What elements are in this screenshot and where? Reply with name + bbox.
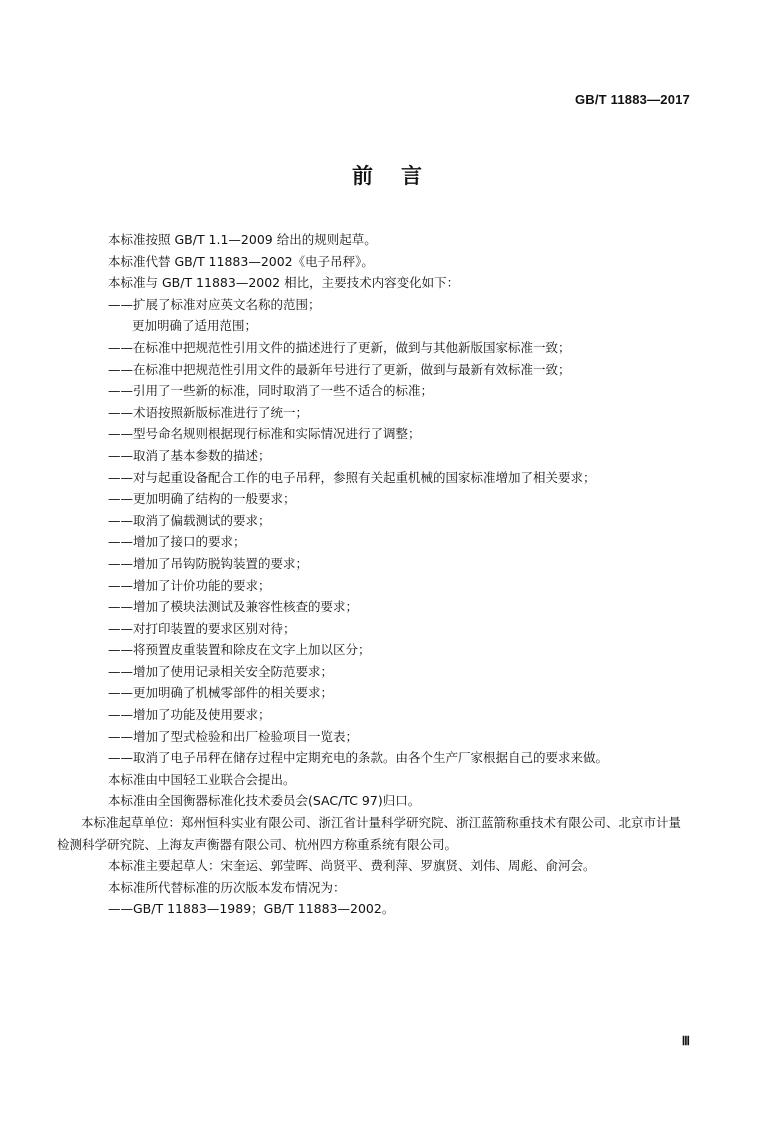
- change-item: ——增加了功能及使用要求；: [108, 707, 271, 723]
- change-item: ——增加了计价功能的要求；: [108, 577, 271, 593]
- page-number: Ⅲ: [681, 1034, 690, 1048]
- paragraph-changes-intro: 本标准与 GB/T 11883—2002 相比，主要技术内容变化如下：: [108, 275, 460, 291]
- paragraph-history-intro: 本标准所代替标准的历次版本发布情况为：: [108, 879, 346, 895]
- paragraph-proposer: 本标准由中国轻工业联合会提出。: [108, 771, 296, 787]
- change-item: ——术语按照新版标准进行了统一；: [108, 404, 309, 420]
- page-title: 前言: [352, 164, 450, 188]
- foreword-body: [57, 229, 690, 920]
- change-item: ——增加了使用记录相关安全防范要求；: [108, 663, 334, 679]
- paragraph-drafters: 本标准主要起草人：宋奎运、郭莹晖、尚贤平、费利萍、罗旗贤、刘伟、周彪、俞河会。: [108, 858, 596, 874]
- change-item: ——增加了模块法测试及兼容性核查的要求；: [108, 599, 359, 615]
- change-item: ——取消了基本参数的描述；: [108, 447, 271, 463]
- change-item: ——对与起重设备配合工作的电子吊秤，参照有关起重机械的国家标准增加了相关要求；: [108, 469, 596, 485]
- paragraph-drafting-units: 本标准起草单位：郑州恒科实业有限公司、浙江省计量科学研究院、浙江蓝箭称重技术有限公司、北京市计量检测科学研究院、上海友声衡器有限公司、杭州四方称重系统有限公司。: [57, 815, 682, 852]
- change-item: ——引用了一些新的标准，同时取消了一些不适合的标准；: [108, 383, 434, 399]
- change-item: ——取消了偏载测试的要求；: [108, 512, 271, 528]
- history-item: ——GB/T 11883—1989；GB/T 11883—2002。: [108, 901, 395, 917]
- change-item: ——更加明确了结构的一般要求；: [108, 491, 296, 507]
- change-item: ——将预置皮重装置和除皮在文字上加以区分；: [108, 642, 371, 658]
- change-item: ——增加了型式检验和出厂检验项目一览表；: [108, 728, 359, 744]
- change-item: ——型号命名规则根据现行标准和实际情况进行了调整；: [108, 426, 421, 442]
- change-item: ——更加明确了机械零部件的相关要求；: [108, 685, 334, 701]
- change-item: ——增加了吊钩防脱钩装置的要求；: [108, 555, 309, 571]
- paragraph-replaces: 本标准代替 GB/T 11883—2002《电子吊秤》。: [108, 253, 374, 269]
- standard-code: GB/T 11883—2017: [574, 92, 690, 107]
- change-item: ——对打印装置的要求区别对待；: [108, 620, 296, 636]
- paragraph-committee: 本标准由全国衡器标准化技术委员会(SAC/TC 97)归口。: [108, 793, 421, 809]
- change-item: ——在标准中把规范性引用文件的描述进行了更新，做到与其他新版国家标准一致；: [108, 339, 571, 355]
- paragraph-drafting-rules: 本标准按照 GB/T 1.1—2009 给出的规则起草。: [108, 232, 377, 247]
- change-item: ——在标准中把规范性引用文件的最新年号进行了更新，做到与最新有效标准一致；: [108, 361, 571, 377]
- change-item: 更加明确了适用范围；: [132, 318, 258, 334]
- change-item: ——扩展了标准对应英文名称的范围；: [108, 296, 321, 312]
- change-item: ——增加了接口的要求；: [108, 534, 246, 550]
- change-item: ——取消了电子吊秤在储存过程中定期充电的条款。由各个生产厂家根据自己的要求来做。: [108, 750, 609, 766]
